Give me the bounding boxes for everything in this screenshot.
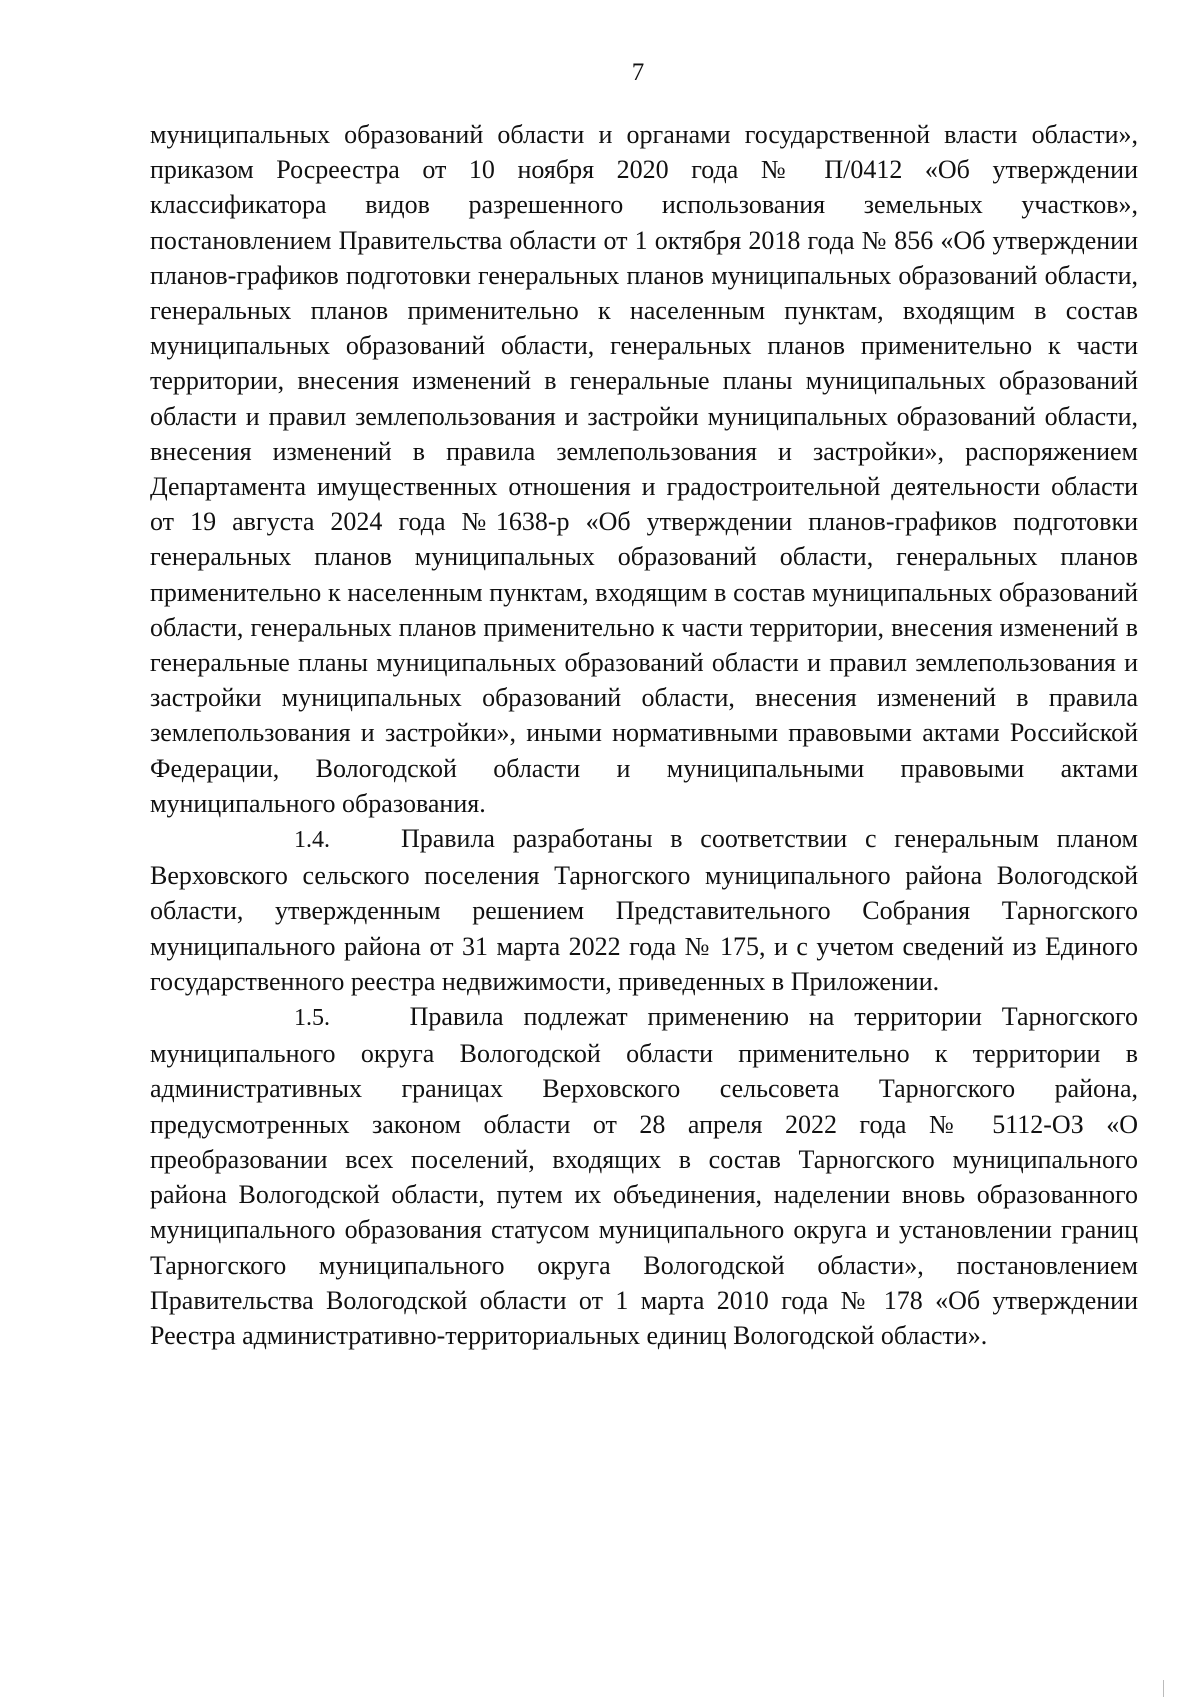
clause-1-5 [150,999,1138,1353]
clause-number: 1.5. [294,1005,330,1032]
clause-text: Правила разработаны в соответствии с генеральным планом Верховского сельского поселения Тарногского муниципального района Вологодской области, утвержденным решением Представительного Собрания Тарногского муниципального района от 31 марта 2022 года № 175, и с учетом сведений из Единого государственного реестра недвижимости, приведенных в Приложении. [150,824,1139,996]
clause-number: 1.4. [294,827,330,854]
continuation-paragraph: муниципальных образований области и органами государственной власти области», приказом Росреестра от 10 ноября 2020 года № П/0412 «Об утверждении классификатора видов разрешенного использования земельных участков», постановлением Правительства области от 1 октября 2018 года № 856 «Об утверждении планов-графиков подготовки генеральных планов муниципальных образований области, генеральных планов применительно к населенным пунктам, входящим в состав муниципальных образований области, генеральных планов применительно к части территории, внесения изменений в генеральные планы муниципальных образований области и правил землепользования и застройки муниципальных образований области, внесения изменений в правила землепользования и застройки», распоряжением Департамента имущественных отношения и градостроительной деятельности области от 19 августа 2024 года №1638-р «Об утверждении планов-графиков подготовки генеральных планов муниципальных образований области, генеральных планов применительно к населенным пунктам, входящим в состав муниципальных образований области, генеральных планов применительно к части территории, внесения изменений в генеральные планы муниципальных образований области и правил землепользования и застройки муниципальных образований области, внесения изменений в правила землепользования и застройки», иными нормативными правовыми актами Российской Федерации, Вологодской области и муниципальными правовыми актами муниципального образования. [150,120,1138,818]
margin-mark [1163,1680,1164,1697]
clause-1-4 [150,821,1138,999]
clause-text: Правила подлежат применению на территории Тарногского муниципального округа Вологодской области применительно к территории в административных границах Верховского сельсовета Тарногского района, предусмотренных законом области от 28 апреля 2022 года № 5112-ОЗ «О преобразовании всех поселений, входящих в состав Тарногского муниципального района Вологодской области, путем их объединения, наделении вновь образованного муниципального образования статусом муниципального округа и установлении границ Тарногского муниципального округа Вологодской области», постановлением Правительства Вологодской области от 1 марта 2010 года № 178 «Об утверждении Реестра административно-территориальных единиц Вологодской области». [150,1002,1138,1350]
document-body [150,117,1138,1353]
page-number: 7 [631,59,645,86]
